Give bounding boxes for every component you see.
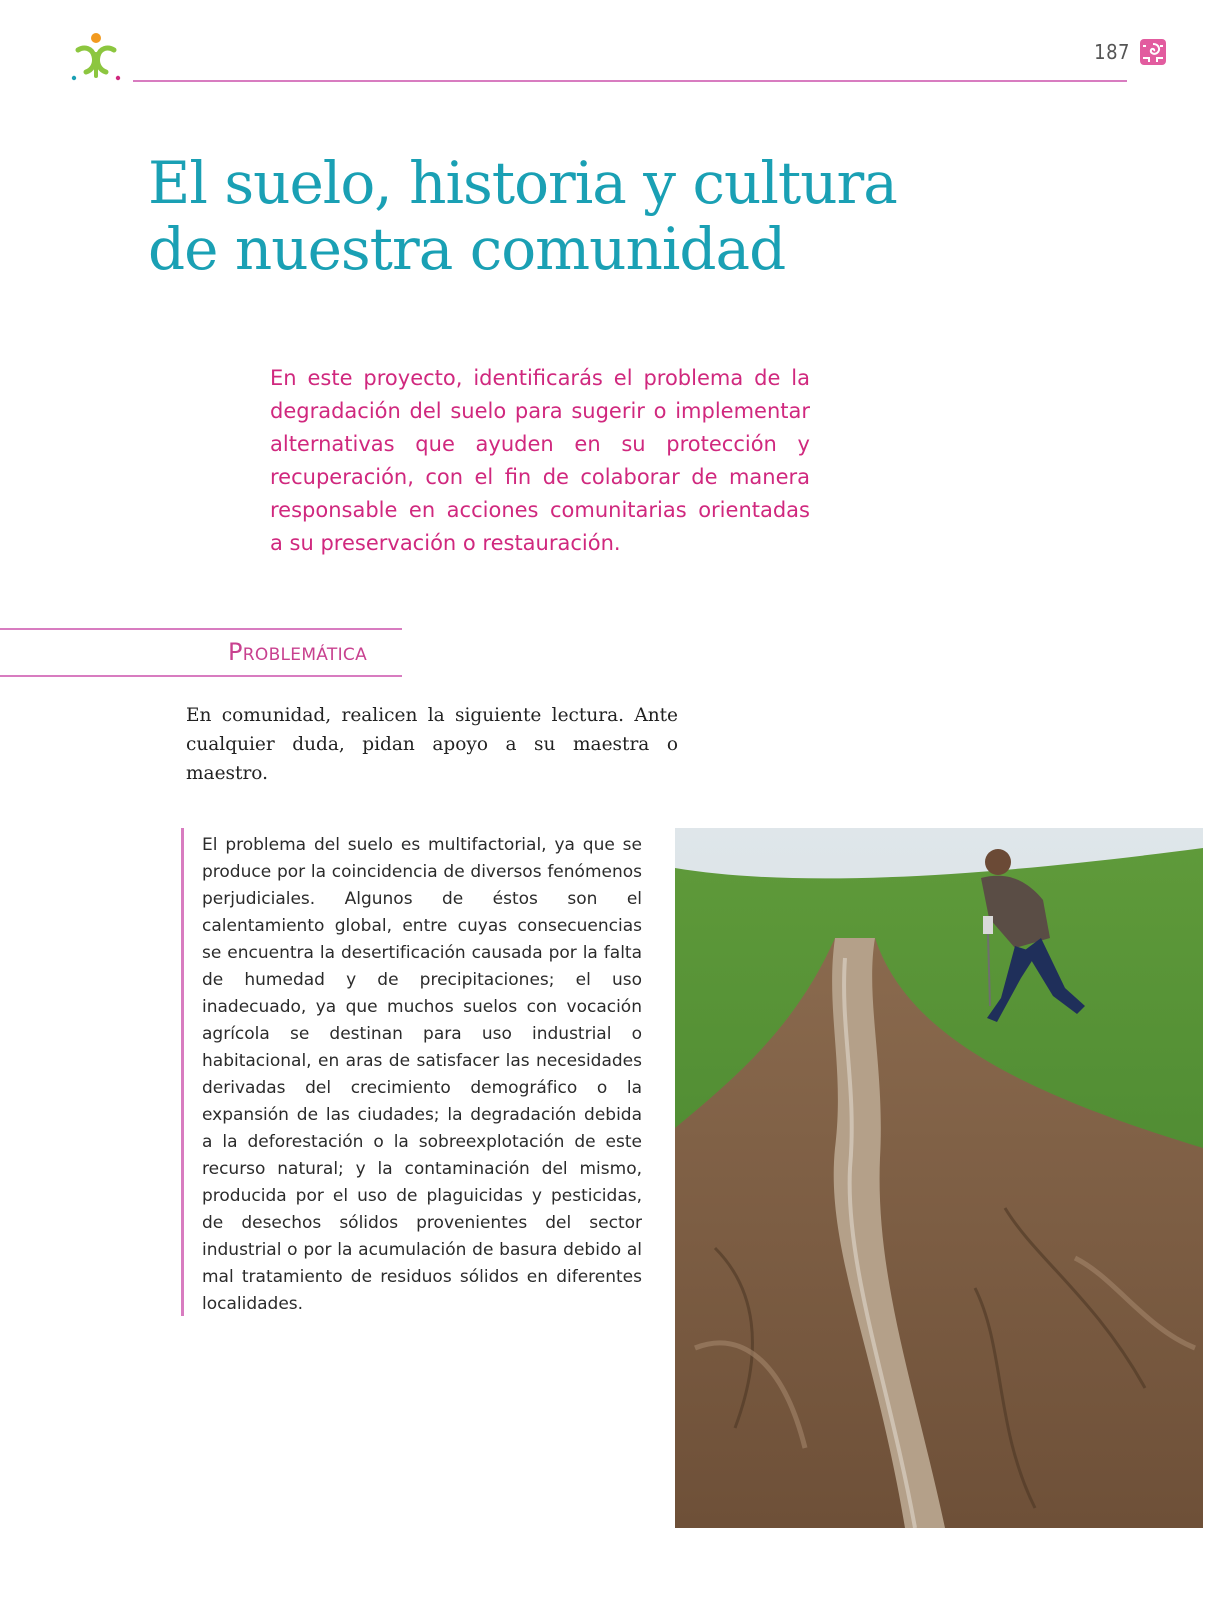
section-rule-bottom (0, 675, 402, 677)
project-intro: En este proyecto, identificarás el problema de la degradación del suelo para sugerir o implementar alternativas que ayuden en su protección y recuperación, con el fin de colaborar de manera responsable en acciones comunitarias orientadas a su preservación o restauración. (270, 366, 810, 555)
reading-accent-bar (181, 828, 184, 1316)
section-heading: Problemática (228, 638, 368, 666)
header-rule (133, 80, 1127, 82)
page-title-line-2: de nuestra comunidad (148, 215, 786, 283)
spiral-glyph-icon (1139, 38, 1167, 66)
section-rule-top (0, 628, 402, 630)
reading-instruction: En comunidad, realicen la siguiente lectura. Ante cualquier duda, pidan apoyo a su maestra o maestro. (186, 705, 678, 784)
page-number: 187 (1094, 40, 1130, 64)
page-title (148, 150, 908, 282)
program-logo-icon (70, 32, 126, 84)
reading-text: El problema del suelo es multifactorial, ya que se produce por la coincidencia de diversos fenómenos perjudiciales. Algunos de éstos son el calentamiento global, entre cuyas consecuencias se encuentra la desertificación causada por la falta de humedad y de precipitaciones; el uso inadecuado, ya que muchos suelos con vocación agrícola se destinan para uso industrial o habitacional, en aras de satisfacer las necesidades derivadas del crecimiento demográfico o la expansión de las ciudades; la degradación debida a la deforestación o la sobreexplotación de este recurso natural; y la contaminación del mismo, producida por el uso de plaguicidas y pesticidas, de desechos sólidos provenientes del sector industrial o por la acumulación de basura debido al mal tratamiento de residuos sólidos en diferentes localidades. (202, 835, 642, 1314)
soil-erosion-photo (675, 828, 1203, 1528)
page-title-line-1: El suelo, historia y cultura (148, 149, 897, 217)
